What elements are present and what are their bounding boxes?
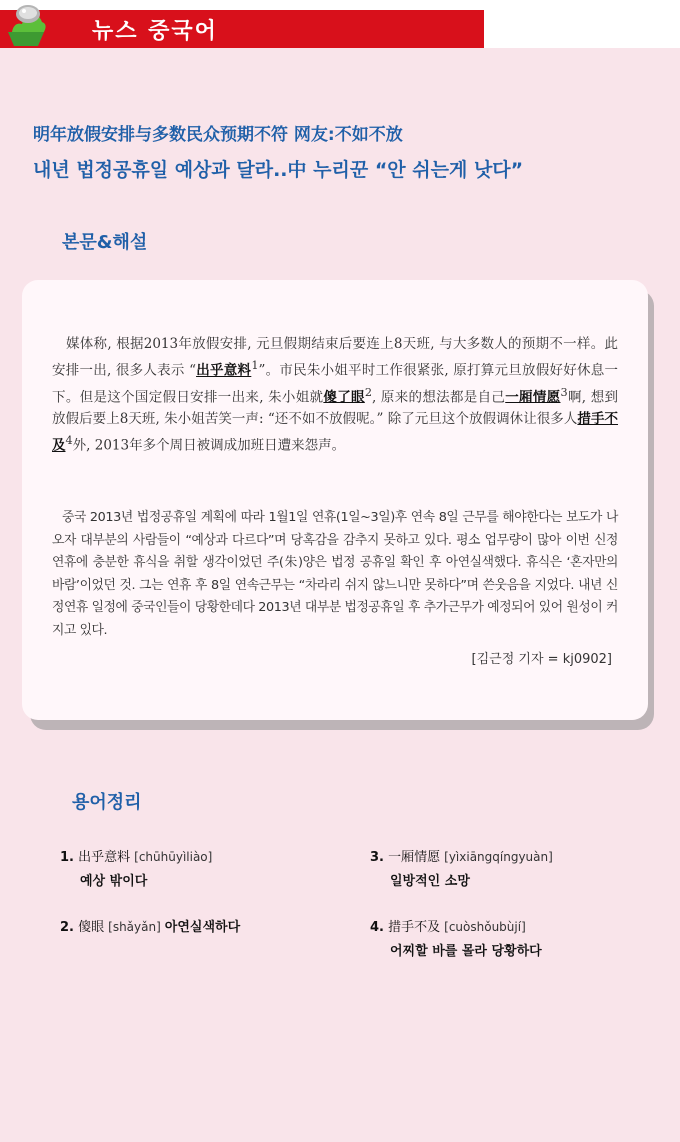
cn-text: ”。市民朱小姐平时工作很紧张, 原打算元旦放假好好休息一下。但是这个国定假日安排一出来, 朱小姐就	[52, 362, 619, 405]
vocab-term: 傻眼	[78, 920, 105, 935]
vocab-meaning: 아연실색하다	[164, 920, 241, 935]
footnote-4: 4	[65, 434, 73, 447]
vocab-meaning: 예상 밖이다	[80, 874, 148, 889]
term-4: 措手不及	[52, 411, 619, 454]
vocab-item	[370, 916, 670, 959]
vocab-num: 2.	[60, 920, 74, 935]
vocab-meaning: 어찌할 바를 몰라 당황하다	[390, 944, 542, 959]
pot-plant-icon	[4, 2, 52, 48]
article-korean: 중국 2013년 법정공휴일 계획에 따라 1월1일 연휴(1일~3일)후 연속 8일 근무를 해야한다는 보도가 나오자 대부분의 사람들이 “예상과 다르다”며 당혹감을 감추지 못하고 있다. 평소 업무량이 많아 이번 신정연휴에 충분한 휴식을 취할 생각이었던 주(朱)양은 법정 공휴일 확인 후 아연실색했다. 휴식은 ‘혼자만의 바람’이었던 것. 그는 연휴 후 8일 연속근무는 “차라리 쉬지 않느니만 못하다”며 쓴웃음을 지었다. 내년 신정연휴 일정에 중국인들이 당황한데다 2013년 대부분 법정공휴일 후 추가근무가 예정되어 있어 원성이 커지고 있다.	[52, 510, 618, 638]
vocab-pinyin: [chūhūyìliào]	[134, 850, 213, 864]
header-bar	[0, 10, 484, 48]
vocab-item	[370, 846, 670, 889]
vocab-term: 一厢情愿	[388, 850, 441, 865]
header	[0, 0, 680, 48]
vocab-num: 1.	[60, 850, 74, 865]
vocab-term: 出乎意料	[78, 850, 131, 865]
term-1: 出乎意料	[196, 362, 252, 379]
vocab-num: 4.	[370, 920, 384, 935]
term-2: 傻了眼	[323, 389, 365, 405]
vocab-meaning: 일방적인 소망	[390, 874, 470, 889]
vocab-pinyin: [shǎyǎn]	[108, 920, 161, 934]
vocab-pinyin: [cuòshǒubùjí]	[444, 920, 526, 934]
vocab-item	[60, 846, 360, 889]
footnote-2: 2	[364, 385, 372, 399]
vocab-pinyin: [yìxiāngqíngyuàn]	[444, 850, 553, 864]
cn-text: , 原来的想法都是自己	[372, 389, 506, 405]
cn-text: 外, 2013年多个周日被调成加班日遭来怨声。	[72, 437, 346, 454]
headline-chinese: 明年放假安排与多数民众预期不符 网友:不如不放	[33, 125, 403, 145]
cn-text: 啊, 想到放假后要上8天班, 朱小姐苦笑一声: “还不如不放假呢。” 除了元旦这个放假调休让很多人	[52, 389, 619, 427]
vocab-num: 3.	[370, 850, 384, 865]
byline: [김근정 기자 = kj0902]	[471, 652, 612, 667]
article-chinese	[52, 333, 618, 457]
headline-korean: 내년 법정공휴일 예상과 달라..中 누리꾼 “안 쉬는게 낫다”	[33, 159, 524, 181]
vocab-term: 措手不及	[388, 920, 441, 935]
cn-text: 媒体称, 根据2013年放假安排, 元旦假期结束后要连上8天班, 与大多数人的预期不一样。此安排一出, 很多人表示 “	[52, 336, 618, 379]
section-title-vocab: 용어정리	[72, 792, 142, 813]
vocab-item	[60, 916, 360, 936]
footnote-3: 3	[560, 385, 568, 399]
header-title: 뉴스 중국어	[92, 19, 218, 44]
footnote-1: 1	[251, 359, 259, 372]
term-3: 一厢情愿	[505, 389, 561, 405]
section-title-body: 본문&해설	[62, 232, 148, 253]
